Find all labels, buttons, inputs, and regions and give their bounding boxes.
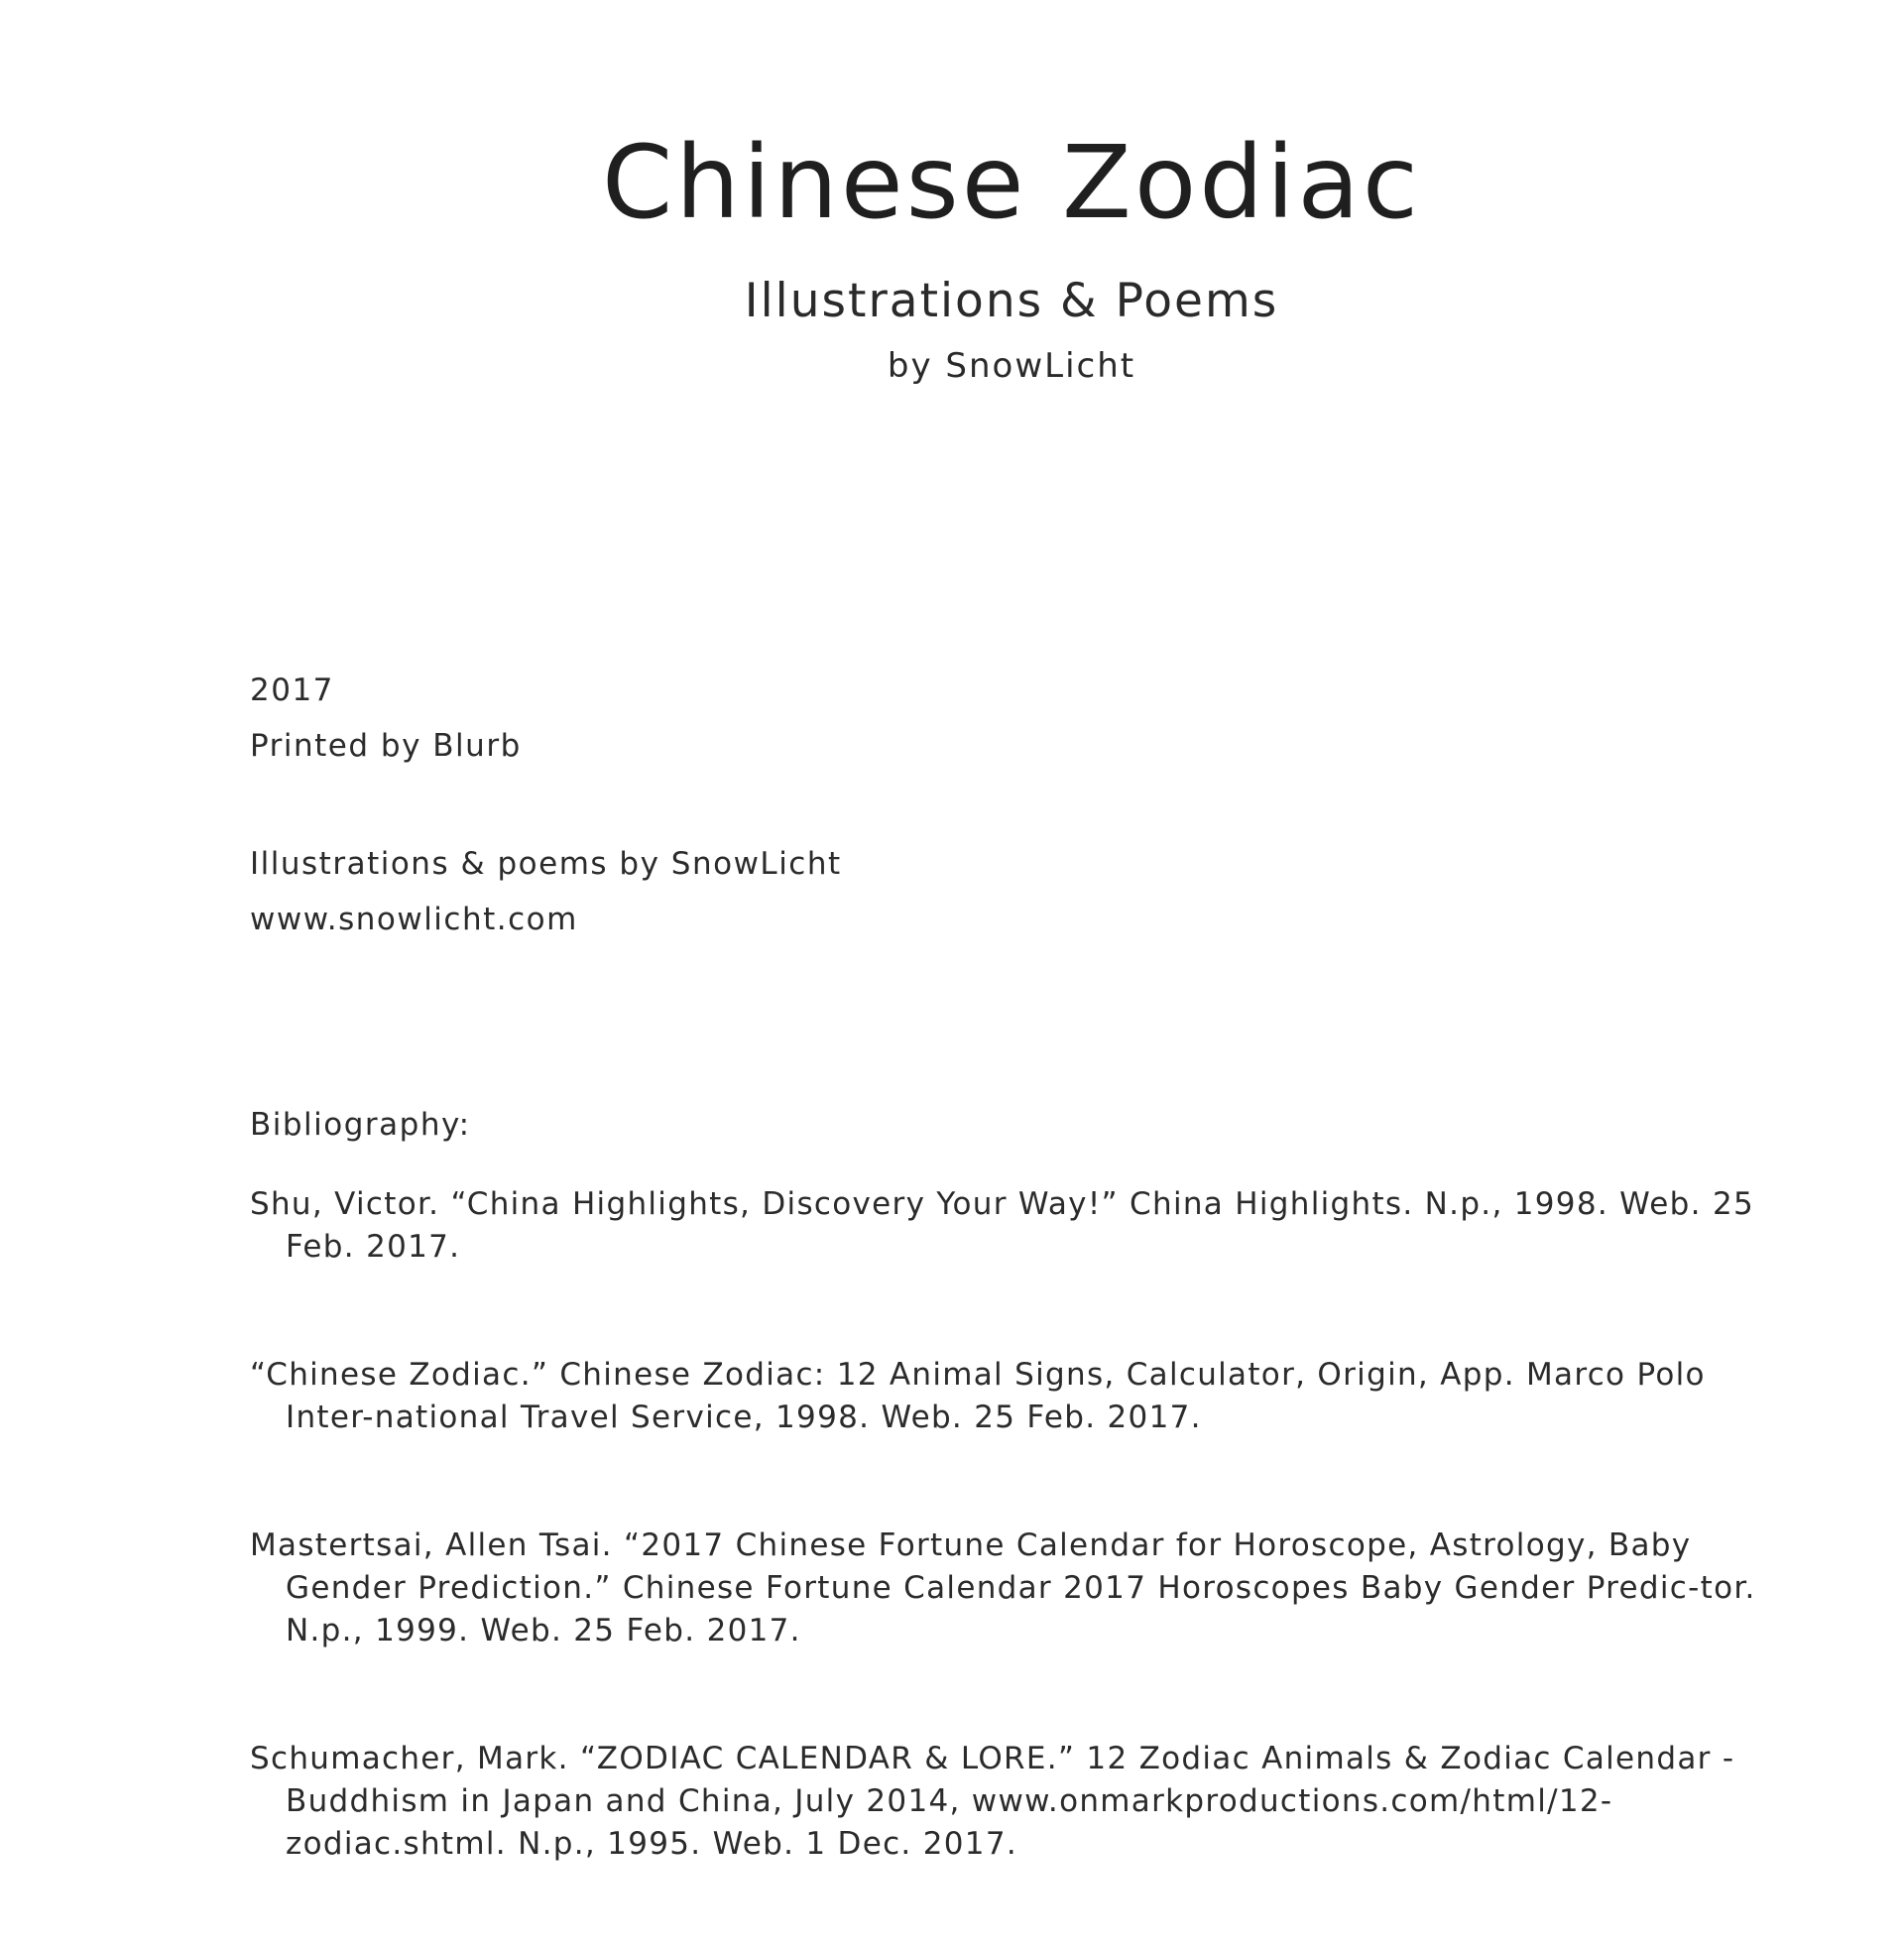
publication-year: 2017 — [250, 672, 334, 708]
bibliography-entry: Shu, Victor. “China Highlights, Discovery Your Way!” China Highlights. N.p., 1998. Web. 25 Feb. 2017. — [250, 1186, 1754, 1265]
printer-credit: Printed by Blurb — [250, 728, 522, 764]
page-title: Chinese Zodiac — [602, 124, 1421, 242]
bibliography-heading: Bibliography: — [250, 1107, 471, 1143]
illustration-credit: Illustrations & poems by SnowLicht — [250, 846, 842, 882]
credits-info — [250, 836, 1797, 947]
publication-info — [250, 663, 1797, 774]
bibliography-list — [250, 1183, 1777, 1951]
bibliography-entry: “Chinese Zodiac.” Chinese Zodiac: 12 Animal Signs, Calculator, Origin, App. Marco Polo Inter-national Travel Service, 1998. Web. 25 Feb. 2017. — [250, 1357, 1706, 1435]
bibliography-entry: Schumacher, Mark. “ZODIAC CALENDAR & LORE.” 12 Zodiac Animals & Zodiac Calendar - Buddhism in Japan and China, July 2014, www.onmarkproductions.com/html/12-zodiac.shtml. N.p., 1995. Web. 1 Dec. 2017. — [250, 1741, 1735, 1862]
page-subtitle: Illustrations & Poems — [744, 274, 1279, 328]
bibliography-entry: Mastertsai, Allen Tsai. “2017 Chinese Fortune Calendar for Horoscope, Astrology, Baby Gender Prediction.” Chinese Fortune Calendar 2017 Horoscopes Baby Gender Predic-tor. N.p., 1999. Web. 25 Feb. 2017. — [250, 1527, 1756, 1648]
author-byline: by SnowLicht — [887, 346, 1136, 386]
website-link[interactable]: www.snowlicht.com — [250, 902, 578, 937]
